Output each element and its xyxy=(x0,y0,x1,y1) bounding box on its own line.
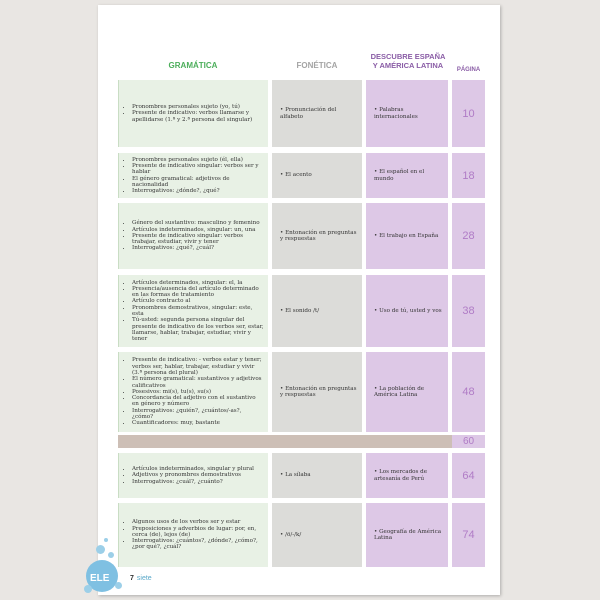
table-row xyxy=(118,453,485,498)
grammar-item: • Presente de indicativo: - verbos estar y tener; verbos ser, hablar, trabajar, estudiar y vivir (3.ª persona del plural) xyxy=(132,357,264,376)
bubble-decoration xyxy=(104,538,108,542)
header-fonetica: FONÉTICA xyxy=(296,61,338,70)
page-cell xyxy=(452,453,485,498)
phonetics-cell xyxy=(272,80,362,147)
grammar-list xyxy=(125,280,264,343)
discover-cell xyxy=(366,352,448,432)
discover-text: • Los mercados de artesanía de Perú xyxy=(374,469,444,482)
page-cell xyxy=(452,275,485,347)
page-number: 64 xyxy=(462,469,475,482)
page-cell xyxy=(452,503,485,567)
header-descubre xyxy=(366,52,450,70)
grammar-cell xyxy=(118,503,268,567)
grammar-list xyxy=(125,157,264,195)
discover-cell xyxy=(366,275,448,347)
grammar-item: • Adjetivos y pronombres demostrativos xyxy=(132,472,254,478)
discover-cell xyxy=(366,203,448,269)
grammar-item: • Algunos usos de los verbos ser y estar xyxy=(132,519,264,525)
grammar-cell xyxy=(118,453,268,498)
grammar-item: • Pronombres personales sujeto (él, ella) xyxy=(132,157,264,163)
discover-cell xyxy=(366,80,448,147)
page-number: 28 xyxy=(462,230,475,242)
bubble-decoration xyxy=(108,552,114,558)
page-number: 38 xyxy=(462,305,475,317)
discover-text: • Palabras internacionales xyxy=(374,107,444,120)
table-row xyxy=(118,203,485,269)
grammar-item: • Presente de indicativo: verbos llamarse y apellidarse (1.ª y 2.ª persona del singular) xyxy=(132,110,264,123)
grammar-item: • Pronombres personales sujeto (yo, tú) xyxy=(132,104,264,110)
grammar-item: • Tú-usted: segunda persona singular del presente de indicativo de los verbos ser, estar, llamarse, hablar, trabajar, estudiar, vivir y tener xyxy=(132,317,264,342)
page-number: 48 xyxy=(462,386,475,398)
discover-cell xyxy=(366,503,448,567)
footer-page-number: 7 xyxy=(130,575,134,582)
table-row xyxy=(118,80,485,147)
grammar-item: • El número gramatical: sustantivos y adjetivos calificativos xyxy=(132,376,264,389)
page-cell xyxy=(452,153,485,198)
bubble-decoration xyxy=(96,545,105,554)
grammar-item: • Presente de indicativo singular: verbos ser y hablar xyxy=(132,163,264,176)
discover-text: • Uso de tú, usted y vos xyxy=(374,308,442,314)
phonetics-cell xyxy=(272,203,362,269)
phonetics-text: • La sílaba xyxy=(280,472,311,478)
header-gramatica: GRAMÁTICA xyxy=(168,61,218,70)
discover-text: • El español en el mundo xyxy=(374,169,444,182)
table-row xyxy=(118,503,485,567)
grammar-cell xyxy=(118,203,268,269)
grammar-item: • Presente de indicativo singular: verbos trabajar, estudiar, vivir y tener xyxy=(132,233,264,246)
phonetics-cell xyxy=(272,352,362,432)
grammar-item: • Interrogativos: ¿cuántos?, ¿dónde?, ¿cómo?, ¿por qué?, ¿cuál? xyxy=(132,538,264,551)
separator-page-number: 60 xyxy=(452,435,485,448)
phonetics-cell xyxy=(272,275,362,347)
phonetics-text: • Entonación en preguntas y respuestas xyxy=(280,386,358,399)
grammar-list xyxy=(125,519,264,550)
discover-cell xyxy=(366,153,448,198)
grammar-item: • Posesivos: mi(s), tu(s), su(s) xyxy=(132,389,264,395)
grammar-item: • Interrogativos: ¿dónde?, ¿qué? xyxy=(132,188,264,194)
grammar-item: • Pronombres demostrativos, singular: este, esta xyxy=(132,305,264,318)
grammar-item: • El género gramatical: adjetivos de nacionalidad xyxy=(132,176,264,189)
header-descubre-line1: DESCUBRE ESPAÑA xyxy=(370,52,446,61)
grammar-item: • Interrogativos: ¿quién?, ¿cuántos/-as?, ¿cómo? xyxy=(132,408,264,421)
header-descubre-line2: Y AMÉRICA LATINA xyxy=(372,61,444,70)
grammar-cell xyxy=(118,80,268,147)
page-number: 74 xyxy=(462,529,475,541)
grammar-item: • Interrogativos: ¿qué?, ¿cuál? xyxy=(132,245,264,251)
grammar-item: • Artículos indeterminados, singular y plural xyxy=(132,466,254,472)
grammar-item: • Presencia/ausencia del artículo determinado en las formas de tratamiento xyxy=(132,286,264,299)
page-cell xyxy=(452,80,485,147)
grammar-item: • Interrogativos: ¿cuál?, ¿cuánto? xyxy=(132,479,254,485)
phonetics-text: • El sonido /t/ xyxy=(280,308,319,314)
footer-page-word: siete xyxy=(136,575,152,582)
grammar-item: • Artículo contracto al xyxy=(132,298,264,304)
table-row xyxy=(118,153,485,198)
header-pagina: PÁGINA xyxy=(456,67,481,73)
grammar-list xyxy=(125,220,264,251)
page-number: 18 xyxy=(462,169,475,182)
ele-badge: ELE xyxy=(90,573,110,584)
table-row xyxy=(118,352,485,432)
discover-cell xyxy=(366,453,448,498)
grammar-list xyxy=(125,357,264,426)
phonetics-cell xyxy=(272,453,362,498)
discover-text: • Geografía de América Latina xyxy=(374,529,444,542)
table-row xyxy=(118,275,485,347)
phonetics-text: • Entonación en preguntas y respuestas xyxy=(280,230,358,243)
phonetics-text: • El acento xyxy=(280,172,312,178)
grammar-item: • Artículos indeterminados, singular: un, una xyxy=(132,227,264,233)
grammar-list xyxy=(125,104,264,123)
grammar-item: • Artículos determinados, singular: el, la xyxy=(132,280,264,286)
discover-text: • La población de América Latina xyxy=(374,386,444,399)
page-footer xyxy=(130,575,152,582)
bubble-decoration xyxy=(84,585,92,593)
phonetics-cell xyxy=(272,503,362,567)
page-number: 10 xyxy=(462,107,475,120)
bubble-decoration xyxy=(115,582,122,589)
grammar-item: • Preposiciones y adverbios de lugar: por, en, cerca (de), lejos (de) xyxy=(132,526,264,539)
book-page xyxy=(98,5,500,595)
grammar-item: • Género del sustantivo: masculino y femenino xyxy=(132,220,264,226)
phonetics-text: • Pronunciación del alfabeto xyxy=(280,107,358,120)
grammar-cell xyxy=(118,153,268,198)
page-cell xyxy=(452,352,485,432)
grammar-item: • Cuantificadores: muy, bastante xyxy=(132,420,264,426)
grammar-item: • Concordancia del adjetivo con el sustantivo en género y número xyxy=(132,395,264,408)
unit-separator-bar xyxy=(118,435,485,448)
grammar-cell xyxy=(118,352,268,432)
phonetics-text: • /ö/-/k/ xyxy=(280,532,301,538)
page-cell xyxy=(452,203,485,269)
phonetics-cell xyxy=(272,153,362,198)
discover-text: • El trabajo en España xyxy=(374,233,438,239)
grammar-cell xyxy=(118,275,268,347)
grammar-list xyxy=(125,466,254,485)
